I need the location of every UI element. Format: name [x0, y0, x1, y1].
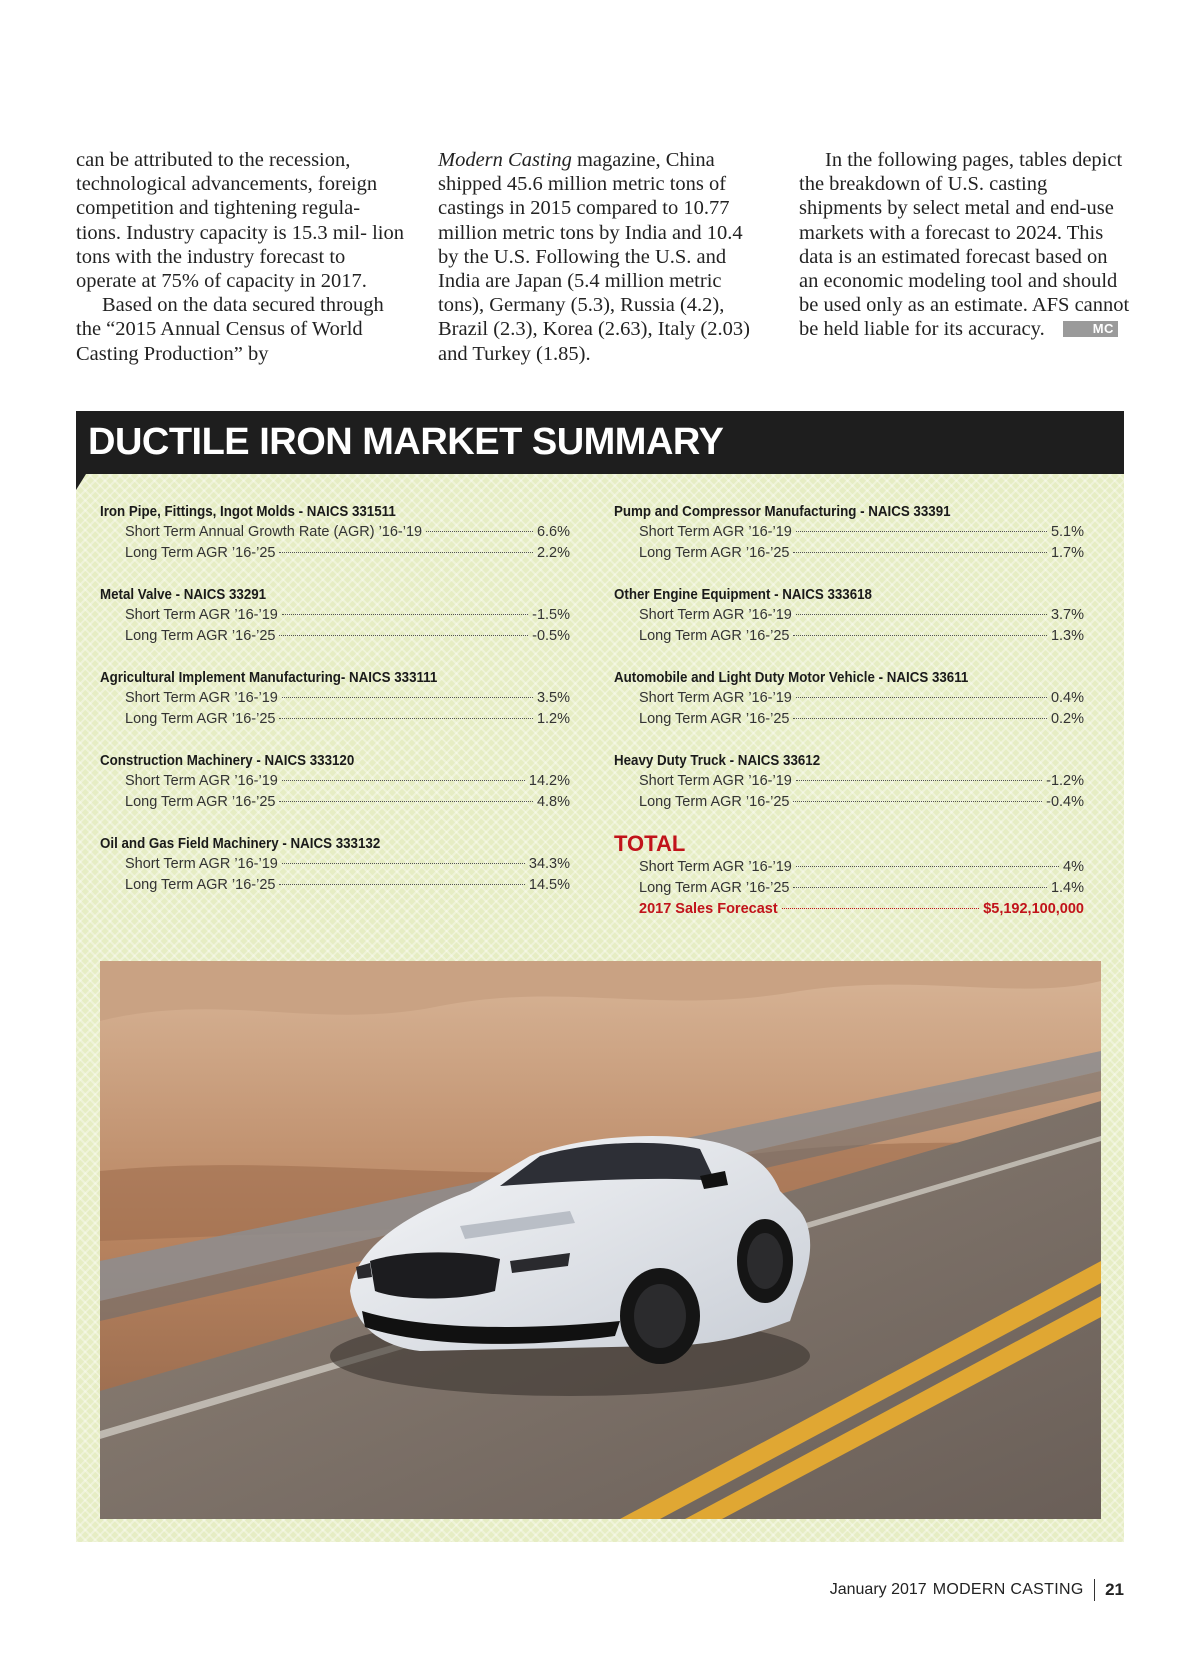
growth-rate-row	[125, 522, 570, 543]
sector-block	[614, 503, 1084, 564]
growth-rate-row	[125, 709, 570, 730]
dot-leader	[279, 552, 532, 553]
growth-rate-row	[125, 688, 570, 709]
dot-leader	[282, 863, 525, 864]
total-block	[614, 831, 1084, 920]
row-label: Short Term Annual Growth Rate (AGR) ’16-’19	[125, 524, 423, 540]
growth-rate-row	[639, 626, 1084, 647]
row-value: -1.5%	[532, 607, 570, 623]
row-value: 3.7%	[1050, 607, 1084, 623]
row-label: Short Term AGR ’16-’19	[125, 607, 278, 623]
growth-rate-row	[125, 626, 570, 647]
sector-title: Agricultural Implement Manufacturing- NAICS 333111	[100, 670, 438, 686]
dot-leader	[279, 801, 532, 802]
dot-leader	[782, 908, 980, 909]
dot-leader	[279, 884, 524, 885]
dot-leader	[793, 718, 1046, 719]
sector-title: Metal Valve - NAICS 33291	[100, 587, 267, 603]
sector-title: Heavy Duty Truck - NAICS 33612	[614, 753, 821, 769]
summary-title: DUCTILE IRON MARKET SUMMARY	[88, 421, 724, 463]
growth-rate-row	[125, 792, 570, 813]
row-label: Long Term AGR ’16-’25	[125, 711, 276, 727]
dot-leader	[796, 531, 1047, 532]
article-paragraph: can be attributed to the recession, technological advancements, foreign competition and tightening regula- tions. Industry capacity is 15.3 mil- lion tons with the industry forecast to operate at 75% of capacity in 2017.	[76, 149, 404, 293]
growth-rate-row	[639, 857, 1084, 878]
growth-rate-row	[639, 771, 1084, 792]
row-label: Short Term AGR ’16-’19	[125, 773, 278, 789]
row-value: 4%	[1063, 859, 1084, 875]
summary-left-column	[100, 503, 570, 918]
sector-block	[100, 669, 570, 730]
header-notch	[76, 474, 86, 490]
end-mark-logo: MC	[1063, 321, 1118, 337]
row-value: 2.2%	[536, 545, 570, 561]
article-paragraph	[799, 148, 1131, 342]
summary-header-bar	[76, 411, 1124, 474]
growth-rate-row	[639, 792, 1084, 813]
row-label: Long Term AGR ’16-’25	[125, 545, 276, 561]
article-column-3	[799, 148, 1131, 342]
dot-leader	[796, 780, 1042, 781]
row-label: Short Term AGR ’16-’19	[639, 690, 792, 706]
growth-rate-row	[125, 875, 570, 896]
row-value: 34.3%	[528, 856, 570, 872]
row-value: 1.3%	[1050, 628, 1084, 644]
row-value: 1.2%	[536, 711, 570, 727]
row-label: Short Term AGR ’16-’19	[125, 856, 278, 872]
sector-block	[614, 752, 1084, 813]
row-value: -0.4%	[1046, 794, 1084, 810]
row-label: Short Term AGR ’16-’19	[639, 524, 792, 540]
growth-rate-row	[125, 771, 570, 792]
article-text: magazine, China shipped 45.6 million metric tons of castings in 2015 compared to 10.77 million metric tons by India and 10.4 by the U.S. Following the U.S. and India are Japan (5.4 million metric tons), Germany (5.3), Russia (4.2), Brazil (2.3), Korea (2.63), Italy (2.03) and Turkey (1.85).	[438, 149, 750, 365]
row-value: 1.4%	[1050, 880, 1084, 896]
sector-block	[100, 835, 570, 896]
growth-rate-row	[639, 543, 1084, 564]
car-on-road-illustration	[100, 961, 1101, 1519]
article-paragraph	[438, 148, 768, 366]
dot-leader	[282, 614, 528, 615]
growth-rate-row	[125, 605, 570, 626]
page-footer	[830, 1578, 1124, 1602]
row-label: Short Term AGR ’16-’19	[639, 773, 792, 789]
growth-rate-row	[639, 605, 1084, 626]
row-value: 1.7%	[1050, 545, 1084, 561]
dot-leader	[279, 635, 528, 636]
growth-rate-row	[639, 688, 1084, 709]
sector-title: Iron Pipe, Fittings, Ingot Molds - NAICS 331511	[100, 504, 396, 520]
row-label: Long Term AGR ’16-’25	[639, 794, 790, 810]
sports-car-photo	[100, 961, 1101, 1519]
row-label: Long Term AGR ’16-’25	[125, 877, 276, 893]
sector-title: Construction Machinery - NAICS 333120	[100, 753, 355, 769]
row-label: Long Term AGR ’16-’25	[639, 880, 790, 896]
dot-leader	[426, 531, 533, 532]
sector-block	[100, 752, 570, 813]
sector-title: Automobile and Light Duty Motor Vehicle - NAICS 33611	[614, 670, 969, 686]
article-text: In the following pages, tables depict the breakdown of U.S. casting shipments by select metal and end-use markets with a forecast to 2024. This data is an estimated forecast based on an economic modeling tool and should be used only as an estimate. AFS cannot be held liable for its accuracy.	[799, 149, 1130, 341]
row-value: 4.8%	[536, 794, 570, 810]
row-label: 2017 Sales Forecast	[639, 901, 778, 917]
sector-block	[100, 586, 570, 647]
article-paragraph: Based on the data secured through the “2015 Annual Census of World Casting Production” by	[76, 294, 384, 365]
row-value: 6.6%	[536, 524, 570, 540]
market-summary-panel	[76, 411, 1124, 1542]
row-label: Long Term AGR ’16-’25	[125, 794, 276, 810]
dot-leader	[796, 614, 1047, 615]
row-label: Short Term AGR ’16-’19	[639, 859, 792, 875]
dot-leader	[793, 635, 1046, 636]
row-value: 3.5%	[536, 690, 570, 706]
growth-rate-row	[125, 543, 570, 564]
row-label: Long Term AGR ’16-’25	[639, 711, 790, 727]
row-value: $5,192,100,000	[983, 901, 1084, 917]
total-title: TOTAL	[614, 831, 686, 856]
article-column-2	[438, 148, 768, 366]
page-number: 21	[1105, 1580, 1124, 1599]
article-column-1	[76, 148, 406, 366]
sales-forecast-row	[639, 899, 1084, 920]
sector-title: Pump and Compressor Manufacturing - NAICS 33391	[614, 504, 951, 520]
dot-leader	[282, 780, 525, 781]
row-value: 0.2%	[1050, 711, 1084, 727]
dot-leader	[793, 552, 1046, 553]
growth-rate-row	[125, 854, 570, 875]
row-label: Long Term AGR ’16-’25	[125, 628, 276, 644]
row-value: 14.2%	[528, 773, 570, 789]
footer-divider	[1094, 1579, 1096, 1601]
publication-name: Modern Casting	[438, 149, 572, 171]
dot-leader	[279, 718, 532, 719]
issue-date: January 2017	[829, 1581, 927, 1598]
dot-leader	[282, 697, 533, 698]
row-label: Long Term AGR ’16-’25	[639, 628, 790, 644]
magazine-name: MODERN CASTING	[932, 1581, 1084, 1598]
row-value: -0.5%	[532, 628, 570, 644]
growth-rate-row	[639, 878, 1084, 899]
sector-title: Other Engine Equipment - NAICS 333618	[614, 587, 872, 603]
dot-leader	[796, 866, 1059, 867]
sector-block	[100, 503, 570, 564]
row-label: Short Term AGR ’16-’19	[125, 690, 278, 706]
summary-right-column	[614, 503, 1084, 942]
dot-leader	[793, 801, 1042, 802]
row-label: Long Term AGR ’16-’25	[639, 545, 790, 561]
row-label: Short Term AGR ’16-’19	[639, 607, 792, 623]
row-value: 14.5%	[528, 877, 570, 893]
growth-rate-row	[639, 522, 1084, 543]
sector-title: Oil and Gas Field Machinery - NAICS 333132	[100, 836, 381, 852]
row-value: 5.1%	[1050, 524, 1084, 540]
row-value: 0.4%	[1050, 690, 1084, 706]
sector-block	[614, 669, 1084, 730]
growth-rate-row	[639, 709, 1084, 730]
row-value: -1.2%	[1046, 773, 1084, 789]
dot-leader	[796, 697, 1047, 698]
dot-leader	[793, 887, 1046, 888]
sector-block	[614, 586, 1084, 647]
